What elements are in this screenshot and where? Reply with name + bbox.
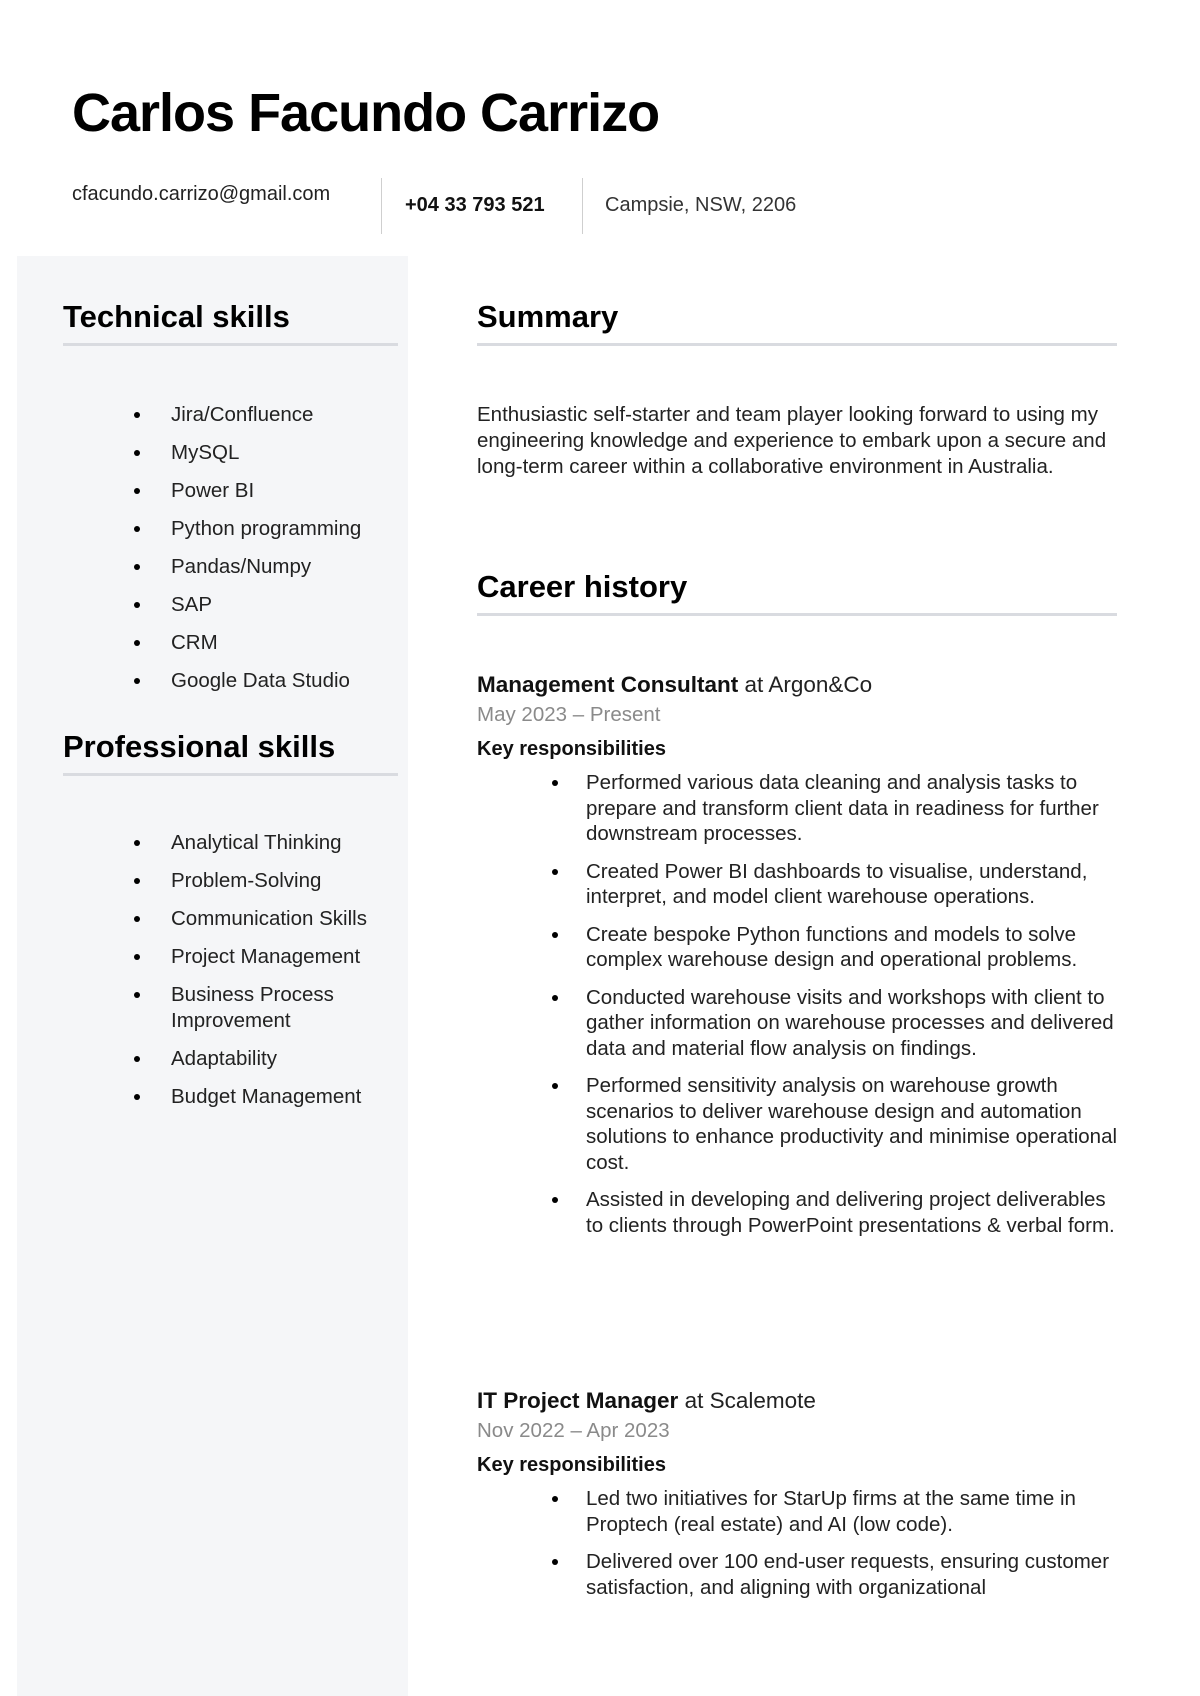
professional-skills-heading: Professional skills (63, 729, 398, 776)
job-at: at (684, 1388, 704, 1413)
list-item: Communication Skills (134, 906, 394, 932)
divider (381, 178, 382, 234)
technical-skills-list (134, 402, 394, 706)
email-address: cfacundo.carrizo@gmail.com (72, 183, 331, 205)
list-item: Created Power BI dashboards to visualise, understand, interpret, and model client warehouse operations. (477, 859, 1122, 910)
list-item: Project Management (134, 944, 394, 970)
list-item: SAP (134, 592, 394, 618)
responsibilities-list (477, 1486, 1122, 1600)
responsibilities-list (477, 770, 1122, 1238)
job-dates: May 2023 – Present (477, 703, 661, 726)
phone-number: +04 33 793 521 (405, 194, 545, 216)
contact-bar (0, 178, 1200, 234)
job-company: Scalemote (709, 1388, 816, 1413)
list-item: Google Data Studio (134, 668, 394, 694)
list-item: Power BI (134, 478, 394, 504)
list-item: MySQL (134, 440, 394, 466)
job-company: Argon&Co (768, 672, 873, 697)
list-item: Python programming (134, 516, 394, 542)
job-entry (477, 670, 1122, 1250)
candidate-name: Carlos Facundo Carrizo (72, 83, 660, 143)
list-item: Performed sensitivity analysis on warehouse growth scenarios to deliver warehouse design and automation solutions to enhance productivity and minimise operational cost. (477, 1073, 1122, 1175)
job-at: at (744, 672, 764, 697)
list-item: Business Process Improvement (134, 982, 394, 1034)
career-history-heading: Career history (477, 569, 1117, 616)
location: Campsie, NSW, 2206 (605, 194, 797, 216)
list-item: Led two initiatives for StarUp firms at the same time in Proptech (real estate) and AI (low code). (477, 1486, 1122, 1537)
list-item: Pandas/Numpy (134, 554, 394, 580)
list-item: Budget Management (134, 1084, 394, 1110)
job-role: IT Project Manager (477, 1388, 679, 1413)
list-item: Adaptability (134, 1046, 394, 1072)
list-item: Problem-Solving (134, 868, 394, 894)
key-responsibilities-label: Key responsibilities (477, 1454, 666, 1476)
list-item: Jira/Confluence (134, 402, 394, 428)
job-title-line (477, 1386, 1122, 1416)
technical-skills-heading: Technical skills (63, 299, 398, 346)
list-item: CRM (134, 630, 394, 656)
list-item: Performed various data cleaning and analysis tasks to prepare and transform client data in readiness for further downstream processes. (477, 770, 1122, 847)
job-entry (477, 1386, 1122, 1612)
list-item: Assisted in developing and delivering project deliverables to clients through PowerPoint presentations & verbal form. (477, 1187, 1122, 1238)
job-role: Management Consultant (477, 672, 739, 697)
professional-skills-list (134, 830, 394, 1122)
job-title-line (477, 670, 1122, 700)
list-item: Analytical Thinking (134, 830, 394, 856)
list-item: Create bespoke Python functions and models to solve complex warehouse design and operational problems. (477, 922, 1122, 973)
summary-heading: Summary (477, 299, 1117, 346)
divider (582, 178, 583, 234)
summary-text: Enthusiastic self-starter and team player looking forward to using my engineering knowledge and experience to embark upon a secure and long-term career within a collaborative environment in Australia. (477, 403, 1107, 478)
list-item: Conducted warehouse visits and workshops with client to gather information on warehouse processes and delivered data and material flow analysis on findings. (477, 985, 1122, 1062)
key-responsibilities-label: Key responsibilities (477, 738, 666, 760)
job-dates: Nov 2022 – Apr 2023 (477, 1419, 670, 1442)
list-item: Delivered over 100 end-user requests, ensuring customer satisfaction, and aligning with organizational (477, 1549, 1122, 1600)
